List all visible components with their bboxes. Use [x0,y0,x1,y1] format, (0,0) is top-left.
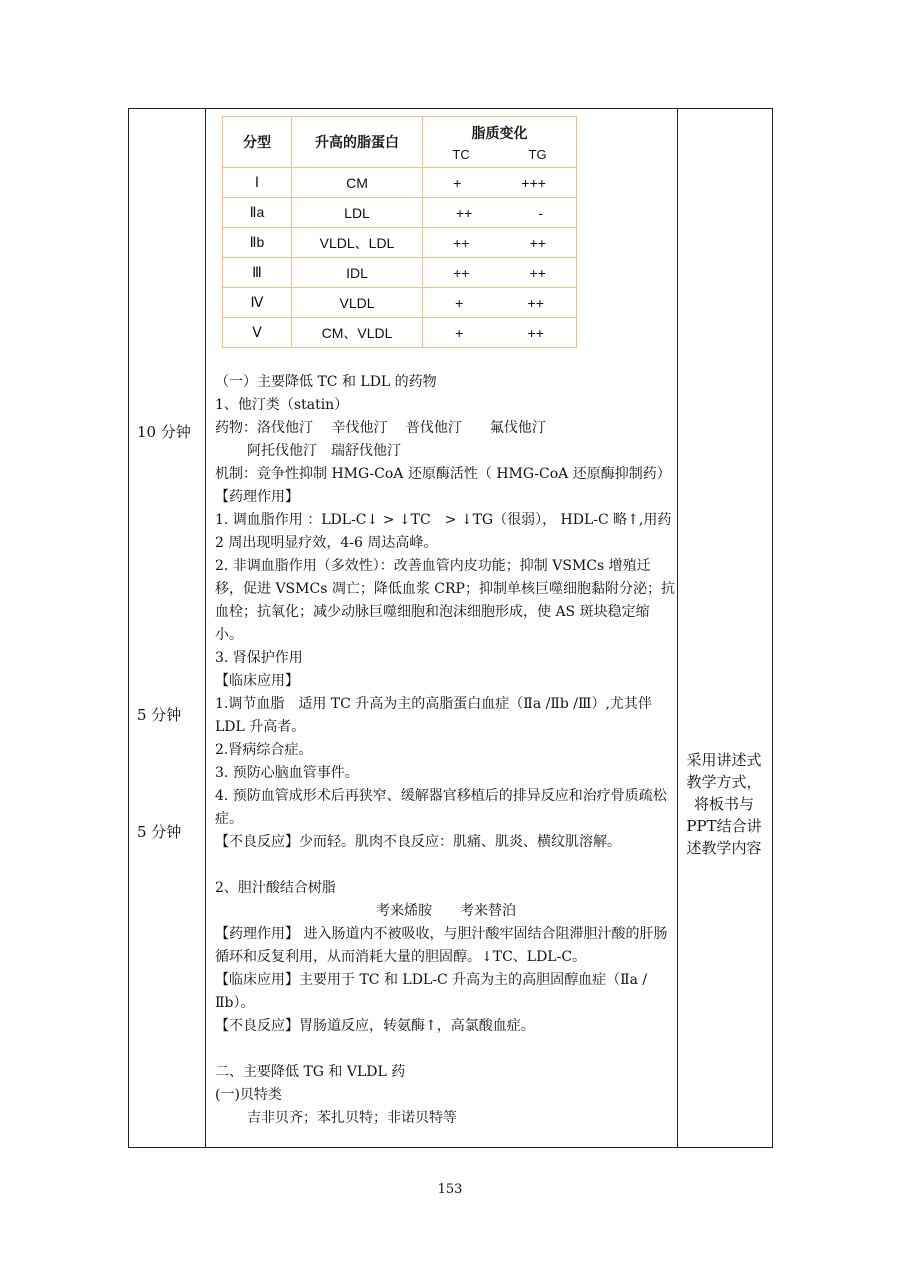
content-line: 2.肾病综合症。 [215,742,313,758]
cell-lipoprotein: CM、VLDL [292,318,423,348]
cell-tg: ++ [529,264,546,281]
cell-tc: + [455,294,464,311]
cell-tc: + [455,324,464,341]
content-line: 2、胆汁酸结合树脂 [215,880,336,896]
cell-lipid-change [423,228,577,258]
content-line: 【不良反应】胃肠道反应，转氨酶↑，高氯酸血症。 [215,1018,535,1034]
content-line: 机制：竞争性抑制 HMG-CoA 还原酶活性（ HMG-CoA 还原酶抑制药） [215,466,671,482]
cell-tc: ++ [453,234,470,251]
cell-lipid-change [423,168,577,198]
content-line: 3. 预防心脑血管事件。 [215,765,359,781]
content-line: 【药理作用】 进入肠道内不被吸收，与胆汁酸牢固结合阻滞胆汁酸的肝肠循环和反复利用，从而消耗大量的胆固醇。↓TC、LDL-C。 [215,926,668,965]
table-row [223,168,577,198]
cell-tc: + [453,174,462,191]
content-line: （一）主要降低 TC 和 LDL 的药物 [215,374,437,390]
page-number: 153 [437,1182,463,1197]
lesson-content [215,371,677,1130]
content-line: (一)贝特类 [215,1087,282,1103]
cell-type: Ⅱb [223,228,292,258]
content-line: 【不良反应】少而轻。肌肉不良反应：肌痛、肌炎、横纹肌溶解。 [215,834,621,850]
cell-lipid-change [423,198,577,228]
cell-type: Ⅴ [223,318,292,348]
table-row [223,288,577,318]
content-line: 1.调节血脂 适用 TC 升高为主的高脂蛋白血症（Ⅱa /Ⅱb /Ⅲ）,尤其伴 LDL 升高者。 [215,696,652,735]
time-label: 5 分钟 [137,823,182,841]
content-line: 药物：洛伐他汀 辛伐他汀 普伐他汀 氟伐他汀 [215,420,546,436]
cell-lipoprotein: IDL [292,258,423,288]
subheader-tg: TG [528,146,547,162]
content-line: 【临床应用】主要用于 TC 和 LDL-C 升高为主的高胆固醇血症（Ⅱa /Ⅱb）。 [215,972,648,1011]
content-line: 阿托伐他汀 瑞舒伐他汀 [247,443,401,459]
header-lipid-change-label: 脂质变化 [471,124,528,141]
cell-lipoprotein: LDL [292,198,423,228]
table-row [223,318,577,348]
subheader-tc: TC [452,146,470,162]
time-label: 10 分钟 [137,423,191,441]
cell-type: Ⅰ [223,168,292,198]
content-line: 2. 非调血脂作用（多效性）：改善血管内皮功能；抑制 VSMCs 增殖迁移，促进 VSMCs 凋亡；降低血浆 CRP；抑制单核巨噬细胞黏附分泌；抗血栓；抗氧化；减少动脉巨噬细胞和泡沫细胞形成，使 AS 斑块稳定缩小。 [215,558,675,643]
content-line: 【药理作用】 [215,489,299,505]
cell-tg: +++ [521,174,546,191]
content-line: 考来烯胺 考来替泊 [376,903,516,919]
cell-tg: ++ [527,294,544,311]
cell-type: Ⅳ [223,288,292,318]
cell-type: Ⅱa [223,198,292,228]
cell-lipid-change [423,258,577,288]
lipid-table-body [223,168,577,348]
column-divider [677,109,678,1147]
content-line: 1、他汀类（statin） [215,397,349,413]
cell-tg: ++ [527,324,544,341]
content-line: 吉非贝齐；苯扎贝特；非诺贝特等 [247,1110,457,1126]
cell-lipoprotein: VLDL [292,288,423,318]
column-divider [205,109,206,1147]
cell-lipid-change [423,288,577,318]
content-line: 3. 肾保护作用 [215,650,303,666]
content-line: 4. 预防血管成形术后再狭窄、缓解器官移植后的排异反应和治疗骨质疏松症。 [215,788,667,827]
lesson-table [128,108,773,1148]
cell-type: Ⅲ [223,258,292,288]
teaching-method: 采用讲述式教学方式，将板书与PPT结合讲述教学内容 [686,751,762,857]
lipid-classification-table [222,116,577,348]
time-label: 5 分钟 [137,706,182,724]
content-line: 【临床应用】 [215,673,299,689]
table-row [223,258,577,288]
content-line [215,1038,677,1061]
header-type: 分型 [223,117,292,168]
table-row [223,228,577,258]
content-line [215,854,677,877]
cell-lipoprotein: CM [292,168,423,198]
cell-lipid-change [423,318,577,348]
cell-tc: ++ [453,264,470,281]
header-lipoprotein: 升高的脂蛋白 [292,117,423,168]
cell-tc: ++ [455,204,473,221]
content-line: 二、主要降低 TG 和 VLDL 药 [215,1064,406,1080]
table-row [223,198,577,228]
header-lipid-change [423,117,577,168]
content-line: 1. 调血脂作用 ：LDL-C↓ > ↓TC > ↓TG（很弱）， HDL-C 略↑,用药 2 周出现明显疗效，4-6 周达高峰。 [215,512,672,551]
cell-tg: ++ [529,234,546,251]
cell-lipoprotein: VLDL、LDL [292,228,423,258]
cell-tg: - [538,204,543,221]
